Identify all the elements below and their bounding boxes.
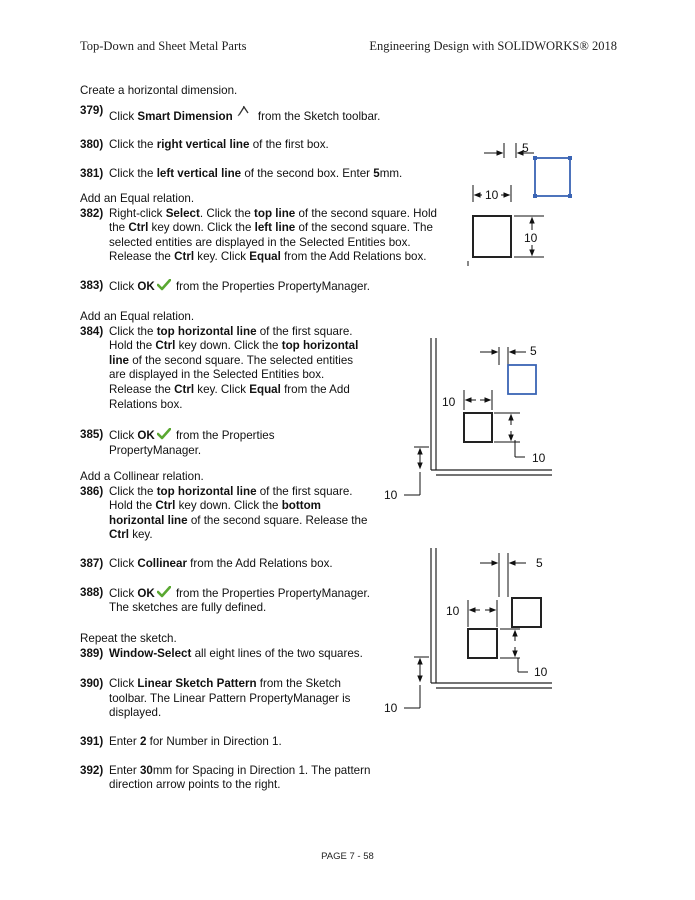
step-387: 387) Click Collinear from the Add Relations box. <box>80 556 333 570</box>
section-intro: Add an Equal relation. <box>80 192 195 205</box>
dim-spacing: 5 <box>530 344 537 358</box>
section-intro: Create a horizontal dimension. <box>80 84 238 97</box>
step-386: 386) Click the top horizontal line of the first square. Hold the Ctrl key down. Click the bottom horizontal line of the second square. Release the Ctrl key. <box>80 484 368 542</box>
dim-height: 10 <box>534 665 548 679</box>
smart-dimension-icon <box>236 104 252 118</box>
dim-spacing: 5 <box>536 556 543 570</box>
section-collinear-relation <box>80 470 370 616</box>
sketch-figure-2 <box>380 335 555 505</box>
step-384: 384) Click the top horizontal line of the first square. Hold the Ctrl key down. Click the top horizontal line of the second square. The selected entities are displayed in the Selected Entities box. Release the Ctrl key. Click Equal from the Add Relations box. <box>80 324 359 411</box>
section-intro: Repeat the sketch. <box>80 632 177 645</box>
step-390: 390) Click Linear Sketch Pattern from the Sketch toolbar. The Linear Pattern PropertyManager is displayed. <box>80 677 351 720</box>
step-380: 380) Click the right vertical line of the first box. <box>80 138 329 152</box>
section-equal-relation-2 <box>80 310 360 458</box>
section-intro: Add an Equal relation. <box>80 310 195 323</box>
step-385: 385) Click OK from the Properties PropertyManager. <box>80 428 275 457</box>
step-381: 381) Click the left vertical line of the second box. Enter 5mm. <box>80 166 403 180</box>
sketch-figure-1 <box>458 140 583 270</box>
dim-height: 10 <box>532 451 546 465</box>
dim-height: 10 <box>524 231 538 245</box>
dim-offset: 10 <box>384 701 398 715</box>
dim-width: 10 <box>446 604 460 618</box>
sketch-figure-3 <box>380 545 555 720</box>
step-number: 379) <box>80 103 104 117</box>
dim-width: 10 <box>485 188 499 202</box>
step-383: 383) Click OK from the Properties PropertyManager. <box>80 278 370 293</box>
step-389: 389) Window-Select all eight lines of the two squares. <box>80 646 363 660</box>
step-382: 382) Right-click Select. Click the top line of the second square. Hold the Ctrl key down. Click the left line of the second square. The selected entities are displayed in the Selected Entities box. Release the Ctrl key. Click Equal from the Add Relations box. <box>80 206 438 264</box>
step-392: 392) Enter 30mm for Spacing in Direction 1. The pattern direction arrow points to the right. <box>80 763 371 792</box>
running-header-right: Engineering Design with SOLIDWORKS® 2018 <box>369 39 617 53</box>
running-header-left: Top-Down and Sheet Metal Parts <box>80 39 247 53</box>
page-number: PAGE 7 - 58 <box>321 851 374 862</box>
step-379: 379) Click Smart Dimension from the Sketch toolbar. <box>80 103 381 123</box>
step-388: 388) Click OK from the Properties PropertyManager. The sketches are fully defined. <box>80 585 370 615</box>
dim-offset: 10 <box>384 488 398 502</box>
check-icon <box>157 428 171 440</box>
check-icon <box>157 279 171 291</box>
section-intro: Add a Collinear relation. <box>80 470 204 483</box>
check-icon <box>157 586 171 598</box>
section-repeat-sketch <box>80 632 380 793</box>
dim-width: 10 <box>442 395 456 409</box>
step-391: 391) Enter 2 for Number in Direction 1. <box>80 734 282 748</box>
section-equal-relation-1 <box>80 192 452 295</box>
section-horizontal-dimension <box>80 84 460 181</box>
dim-spacing: 5 <box>522 141 529 155</box>
